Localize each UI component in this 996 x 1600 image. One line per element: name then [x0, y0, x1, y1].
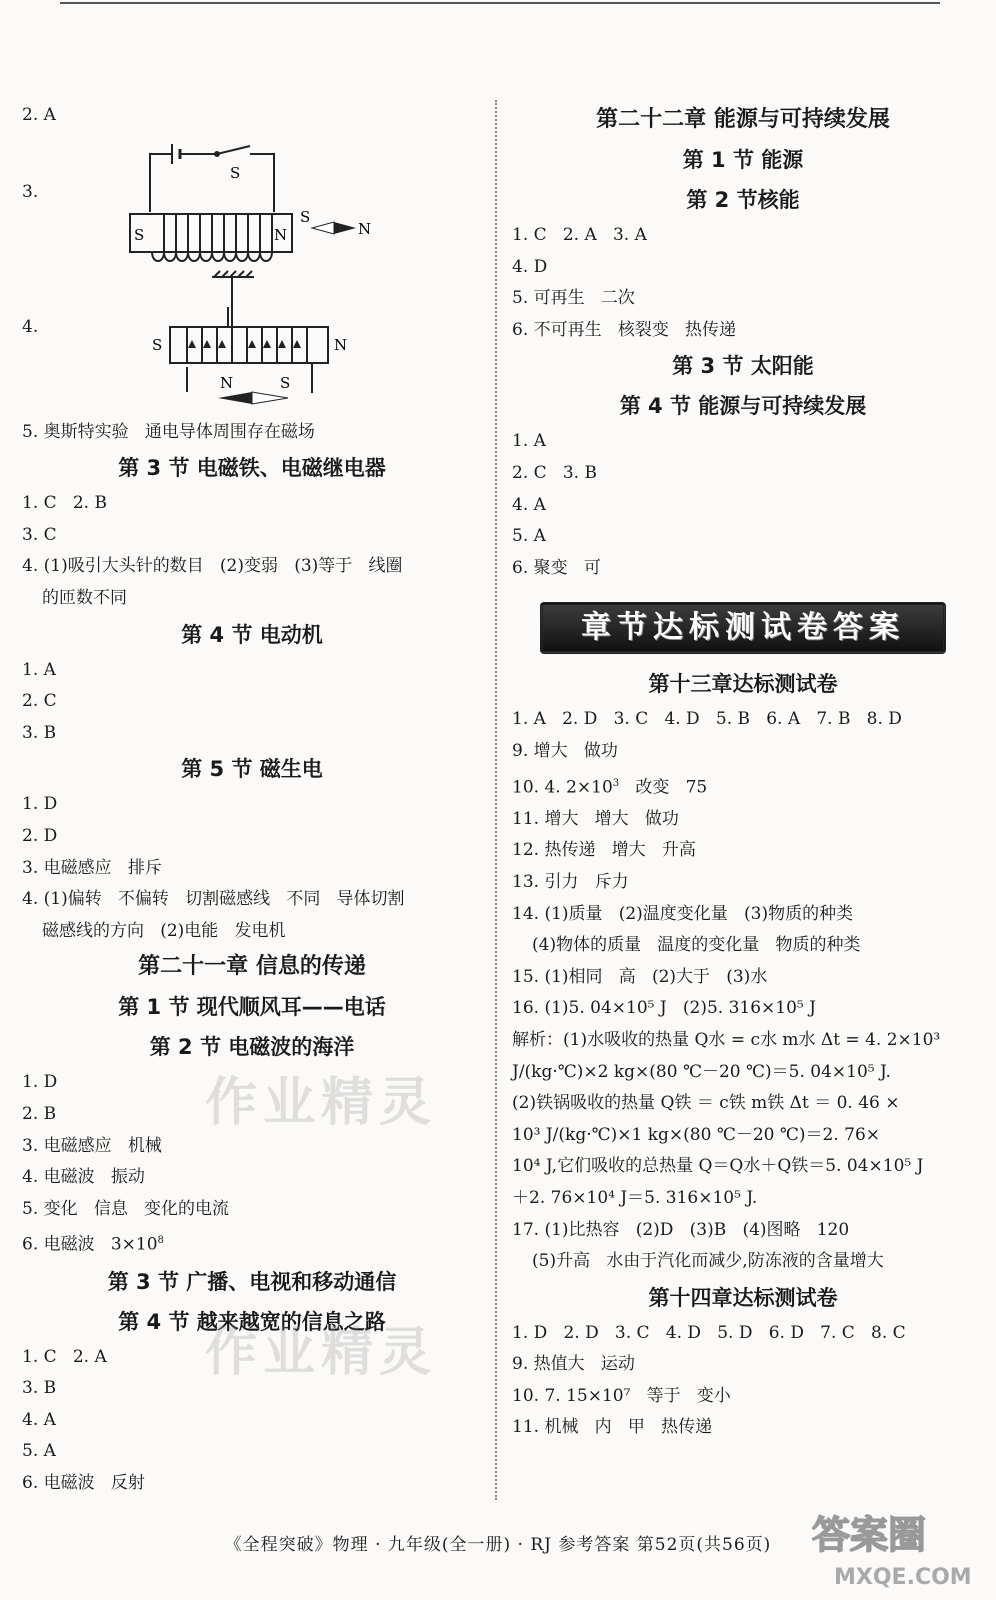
diagram-label: S: [280, 373, 291, 392]
circuit-diagram: [22, 132, 482, 417]
answer-line: 的匝数不同: [42, 587, 127, 608]
answer-line: 1. D: [22, 1072, 58, 1093]
answer-line: 14. (1)质量 (2)温度变化量 (3)物质的种类: [512, 903, 854, 924]
electromagnet-diagrams: [22, 132, 482, 417]
analysis-line: ＋2. 76×10⁴ J＝5. 316×10⁵ J.: [512, 1187, 758, 1208]
svg-text:MXQE.COM: MXQE.COM: [834, 1565, 972, 1590]
answer-line: 15. (1)相同 高 (2)大于 (3)水: [512, 966, 768, 987]
answer-line: 10. 7. 15×10⁷ 等于 变小: [512, 1385, 731, 1406]
watermark: 作业精灵: [205, 1073, 438, 1133]
analysis-line: 解析：(1)水吸收的热量 Q水 = c水 m水 Δt = 4. 2×10³: [512, 1029, 941, 1050]
answer-line: 11. 机械 内 甲 热传递: [512, 1417, 713, 1438]
analysis-line: 10³ J/(kg·℃)×1 kg×(80 ℃－20 ℃)＝2. 76×: [512, 1124, 881, 1145]
section-heading: 第 2 节 电磁波的海洋: [149, 1035, 355, 1060]
answer-line: 3. 电磁感应 机械: [22, 1135, 162, 1156]
answer-line: 1. C 2. A 3. A: [512, 225, 647, 245]
diagram-label: N: [334, 335, 348, 354]
diagram-label: S: [230, 163, 241, 182]
answer-line: 4. A: [22, 1409, 56, 1430]
section-heading: 第 4 节 越来越宽的信息之路: [118, 1309, 386, 1334]
section-heading: 第 1 节 现代顺风耳——电话: [118, 995, 386, 1020]
section-heading: 第 3 节 太阳能: [672, 354, 814, 379]
diagram-label: N: [220, 373, 234, 392]
diagram-label: N: [274, 225, 288, 244]
answer-line: 4. (1)偏转 不偏转 切割磁感线 不同 导体切割: [22, 889, 405, 910]
answer-line: [512, 768, 974, 804]
chapter-heading: 第二十二章 能源与可持续发展: [596, 107, 890, 132]
answer-text: 6. 电磁波 3×10: [22, 1234, 158, 1255]
page-footer: 《全程突破》物理 · 九年级(全一册) · RJ 参考答案 第52页(共56页): [224, 1535, 772, 1555]
answer-line: 5. 奥斯特实验 通电导体周围存在磁场: [22, 421, 315, 442]
site-logo: [806, 1500, 986, 1595]
answer-line: 6. 不可再生 核裂变 热传递: [512, 319, 737, 340]
answer-line: 1. D 2. D 3. C 4. D 5. D 6. D 7. C 8. C: [512, 1322, 906, 1343]
answer-line: 3. B: [22, 722, 57, 743]
answer-line: 1. D: [22, 794, 58, 815]
diagram-label: S: [134, 225, 145, 244]
analysis-line: (2)铁锅吸收的热量 Q铁 ＝ c铁 m铁 Δt ＝ 0. 46 ×: [512, 1093, 900, 1114]
answer-line: 4. 电磁波 振动: [22, 1167, 145, 1188]
answer-line: [22, 1225, 482, 1261]
test-heading: 第十三章达标测试卷: [648, 672, 838, 697]
diagram-label: N: [358, 219, 372, 238]
test-heading: 第十四章达标测试卷: [648, 1285, 838, 1310]
answer-line: 3. B: [22, 1378, 57, 1399]
answer-line: 6. 电磁波 反射: [22, 1472, 145, 1493]
answer-line: 13. 引力 斥力: [512, 871, 629, 892]
answer-line: 2. D: [22, 825, 58, 846]
top-rule: [60, 2, 940, 4]
answer-line: (5)升高 水由于汽化而减少,防冻液的含量增大: [532, 1251, 884, 1272]
diagram-label: S: [152, 335, 163, 354]
answer-line: 3. 电磁感应 排斥: [22, 857, 162, 878]
analysis-line: 10⁴ J,它们吸收的总热量 Q＝Q水＋Q铁＝5. 04×10⁵ J: [512, 1156, 924, 1177]
right-column: [512, 100, 974, 1444]
answer-line: 2. B: [22, 1103, 57, 1124]
answer-line: 3. C: [22, 524, 57, 545]
answer-line: 2. C: [22, 691, 57, 712]
answer-line: 17. (1)比热容 (2)D (3)B (4)图略 120: [512, 1219, 850, 1240]
section-heading: 第 4 节 电动机: [181, 622, 323, 647]
answer-line: 1. A 2. D 3. C 4. D 5. B 6. A 7. B 8. D: [512, 709, 902, 730]
answer-text: 10. 4. 2×10: [512, 777, 613, 798]
chapter-heading: 第二十一章 信息的传递: [138, 954, 366, 980]
answer-line: 1. A: [22, 659, 56, 680]
answer-line: (4)物体的质量 温度的变化量 物质的种类: [532, 935, 861, 956]
answer-line: 4. A: [512, 494, 546, 515]
analysis-line: J/(kg·℃)×2 kg×(80 ℃－20 ℃)＝5. 04×10⁵ J.: [512, 1061, 891, 1082]
answer-line: 9. 热值大 运动: [512, 1354, 635, 1375]
answer-line: 5. 变化 信息 变化的电流: [22, 1198, 230, 1219]
answer-line: 1. C 2. B: [22, 493, 107, 514]
section-heading: 第 1 节 能源: [682, 148, 804, 172]
answer-line: 5. A: [22, 1441, 56, 1462]
svg-text:答案圈: 答案圈: [812, 1513, 927, 1557]
left-column: [22, 100, 482, 1500]
section-heading: 第 5 节 磁生电: [181, 757, 323, 782]
exponent: 8: [157, 1235, 164, 1247]
answer-text: 改变 75: [619, 777, 708, 798]
answer-line: 磁感线的方向 (2)电能 发电机: [42, 920, 286, 941]
answer-line: 6. 聚变 可: [512, 557, 601, 578]
watermark: 作业精灵: [205, 1323, 438, 1383]
answer-line: 1. A: [512, 431, 546, 452]
section-heading: 第 4 节 能源与可持续发展: [619, 394, 867, 419]
column-divider: [495, 100, 497, 1500]
section-heading: 第 3 节 电磁铁、电磁继电器: [118, 456, 386, 481]
answer-line: 11. 增大 增大 做功: [512, 808, 679, 829]
exponent: 3: [612, 777, 620, 789]
section-heading: 第 2 节核能: [686, 188, 800, 212]
answer-line: 12. 热传递 增大 升高: [512, 840, 696, 861]
item-number: 3.: [22, 181, 39, 202]
answer-line: 1. C 2. A: [22, 1346, 107, 1367]
section-banner: 章节达标测试卷答案: [540, 602, 946, 654]
answer-line: 4. (1)吸引大头针的数目 (2)变弱 (3)等于 线圈: [22, 556, 403, 577]
answer-line: 4. D: [512, 256, 548, 277]
answer-line: 16. (1)5. 04×10⁵ J (2)5. 316×10⁵ J: [512, 998, 816, 1019]
section-heading: 第 3 节 广播、电视和移动通信: [107, 1269, 397, 1294]
answer-line: 9. 增大 做功: [512, 740, 618, 761]
item-number: 4.: [22, 316, 39, 337]
answer-line: 5. 可再生 二次: [512, 288, 635, 309]
diagram-label: S: [300, 207, 311, 226]
answer-line: 2. A: [22, 105, 56, 125]
answer-line: 5. A: [512, 526, 546, 547]
answer-line: 2. C 3. B: [512, 462, 597, 483]
